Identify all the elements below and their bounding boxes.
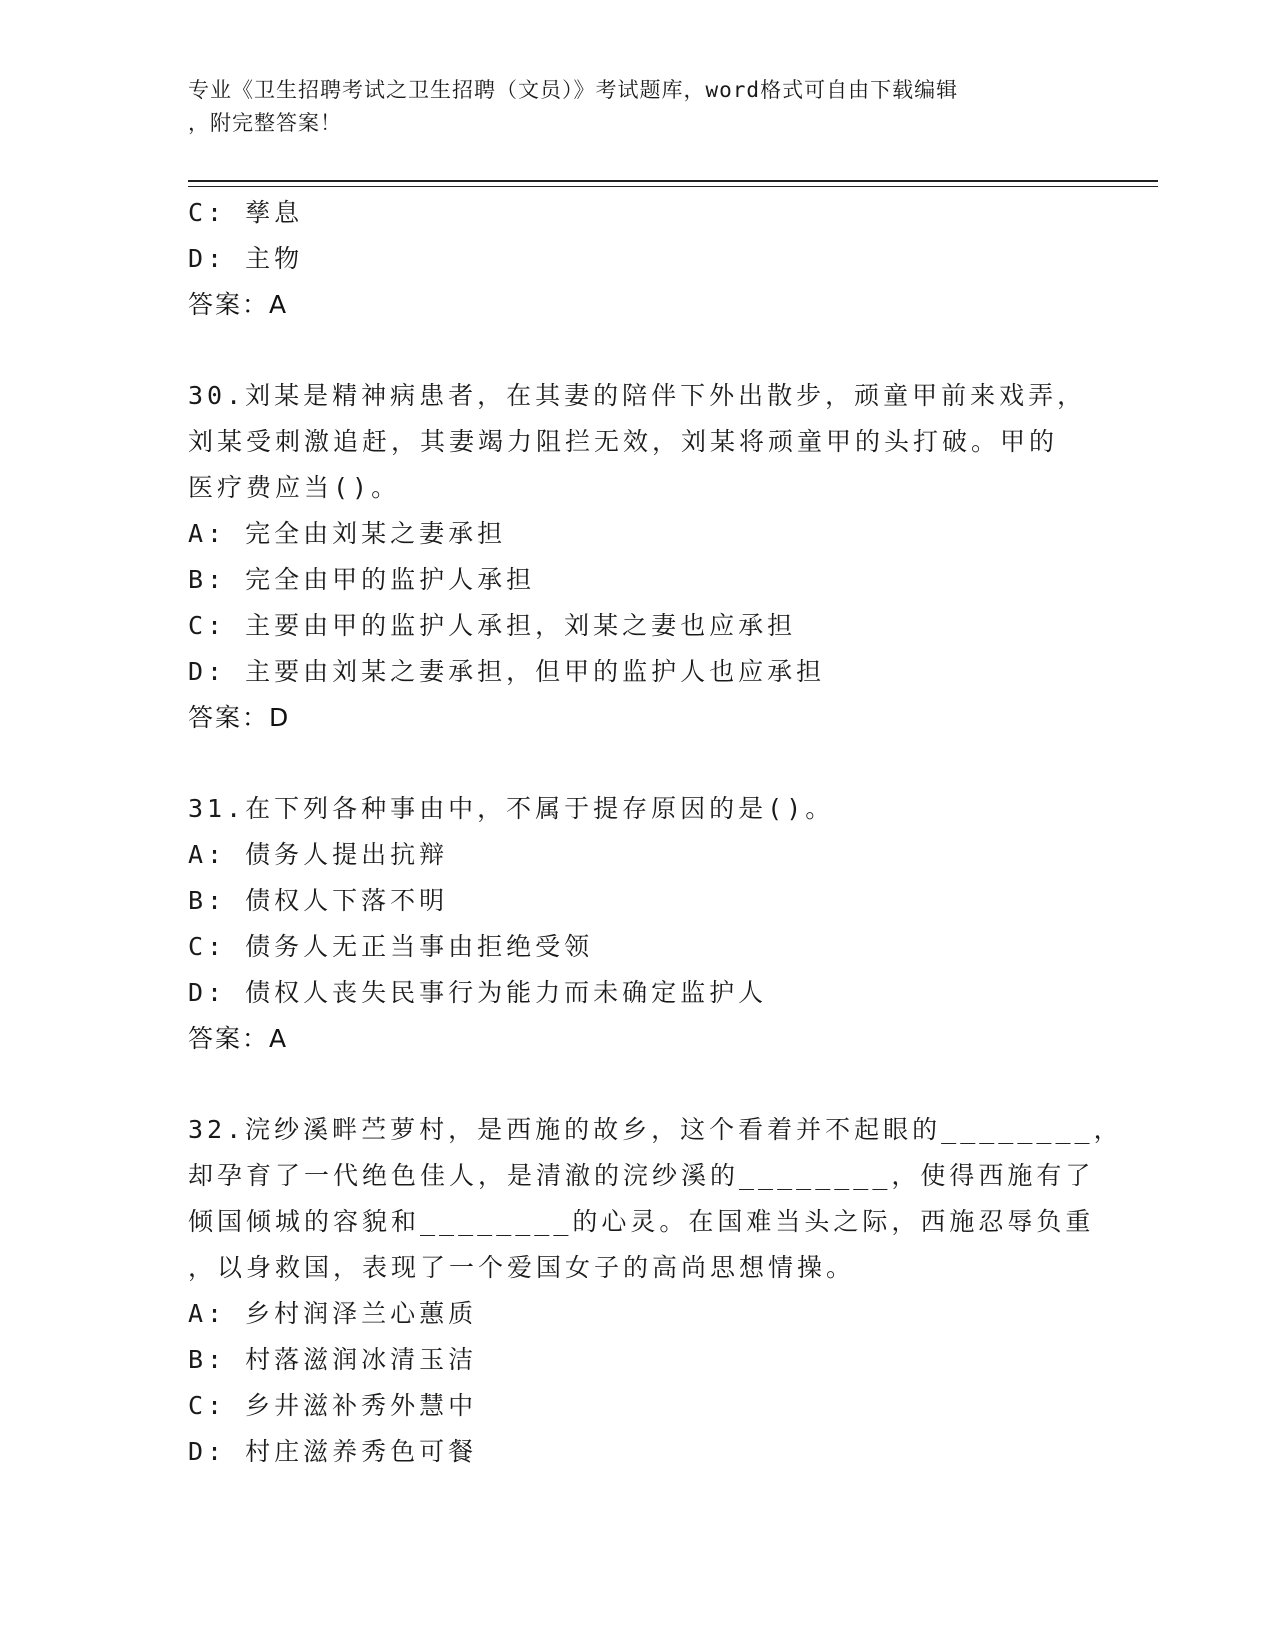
option-key: A: bbox=[188, 519, 227, 548]
option-key: C: bbox=[188, 932, 227, 961]
option-d bbox=[188, 970, 1088, 1016]
option-key: B: bbox=[188, 1345, 227, 1374]
option-key: D: bbox=[188, 657, 227, 686]
option-a bbox=[188, 511, 1088, 557]
option-b bbox=[188, 878, 1088, 924]
option-a bbox=[188, 1291, 1088, 1337]
header-line-2: ，附完整答案！ bbox=[188, 111, 342, 135]
option-text: 债务人无正当事由拒绝受领 bbox=[245, 932, 594, 961]
option-text: 主物 bbox=[245, 244, 304, 273]
option-text: 债权人下落不明 bbox=[245, 886, 449, 915]
option-text: 债务人提出抗辩 bbox=[245, 840, 449, 869]
option-b bbox=[188, 1337, 1088, 1383]
option-c bbox=[188, 603, 1088, 649]
header-rule-thick bbox=[188, 180, 1158, 182]
question-31 bbox=[188, 786, 1088, 1062]
option-d bbox=[188, 649, 1088, 695]
option-text: 村庄滋养秀色可餐 bbox=[245, 1437, 478, 1466]
option-c bbox=[188, 924, 1088, 970]
answer-line: 答案：A bbox=[188, 1024, 289, 1053]
option-c bbox=[188, 190, 1088, 236]
question-list bbox=[188, 190, 1123, 1475]
question-stem-line: 却孕育了一代绝色佳人，是清澈的浣纱溪的________，使得西施有了 bbox=[188, 1161, 1095, 1190]
option-c bbox=[188, 1383, 1088, 1429]
answer-line: 答案：A bbox=[188, 290, 289, 319]
question-29-continued bbox=[188, 190, 1088, 328]
option-key: D: bbox=[188, 1437, 227, 1466]
answer-line: 答案：D bbox=[188, 703, 291, 732]
option-key: C: bbox=[188, 1391, 227, 1420]
option-text: 完全由甲的监护人承担 bbox=[245, 565, 536, 594]
option-text: 主要由刘某之妻承担，但甲的监护人也应承担 bbox=[245, 657, 826, 686]
option-text: 乡井滋补秀外慧中 bbox=[245, 1391, 478, 1420]
option-key: B: bbox=[188, 886, 227, 915]
page-header bbox=[188, 74, 1068, 140]
option-key: C: bbox=[188, 611, 227, 640]
option-a bbox=[188, 832, 1088, 878]
question-stem-line: 32.浣纱溪畔苎萝村，是西施的故乡，这个看着并不起眼的________， bbox=[188, 1115, 1123, 1144]
option-text: 债权人丧失民事行为能力而未确定监护人 bbox=[245, 978, 768, 1007]
option-key: A: bbox=[188, 1299, 227, 1328]
header-rule-thin bbox=[188, 186, 1158, 187]
option-b bbox=[188, 557, 1088, 603]
question-stem-line: ，以身救国，表现了一个爱国女子的高尚思想情操。 bbox=[188, 1253, 856, 1282]
question-30 bbox=[188, 373, 1088, 741]
option-d bbox=[188, 236, 1088, 282]
option-text: 乡村润泽兰心蕙质 bbox=[245, 1299, 478, 1328]
header-line-1: 专业《卫生招聘考试之卫生招聘（文员）》考试题库，word格式可自由下载编辑 bbox=[188, 78, 959, 102]
question-stem-line: 医疗费应当()。 bbox=[188, 473, 401, 502]
option-text: 主要由甲的监护人承担，刘某之妻也应承担 bbox=[245, 611, 797, 640]
option-key: B: bbox=[188, 565, 227, 594]
question-stem-line: 刘某受刺激追赶，其妻竭力阻拦无效，刘某将顽童甲的头打破。甲的 bbox=[188, 427, 1059, 456]
option-key: C: bbox=[188, 198, 227, 227]
option-key: A: bbox=[188, 840, 227, 869]
option-text: 村落滋润冰清玉洁 bbox=[245, 1345, 478, 1374]
question-stem-line: 31.在下列各种事由中，不属于提存原因的是()。 bbox=[188, 794, 835, 823]
option-text: 完全由刘某之妻承担 bbox=[245, 519, 507, 548]
option-d bbox=[188, 1429, 1088, 1475]
question-stem-line: 倾国倾城的容貌和________的心灵。在国难当头之际，西施忍辱负重 bbox=[188, 1207, 1095, 1236]
option-key: D: bbox=[188, 978, 227, 1007]
option-text: 孳息 bbox=[245, 198, 304, 227]
question-32 bbox=[188, 1107, 1123, 1475]
question-stem-line: 30.刘某是精神病患者，在其妻的陪伴下外出散步，顽童甲前来戏弄， bbox=[188, 381, 1087, 410]
option-key: D: bbox=[188, 244, 227, 273]
